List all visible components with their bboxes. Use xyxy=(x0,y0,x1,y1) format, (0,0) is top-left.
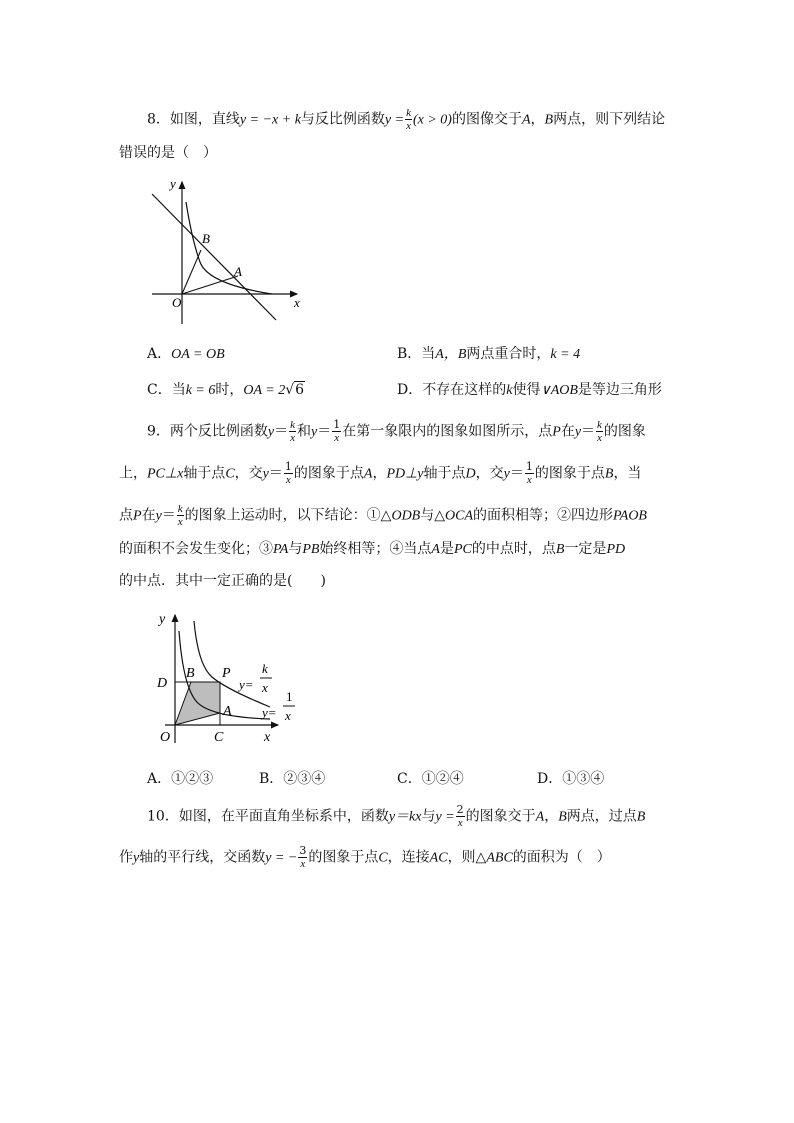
text: 的图象于点 xyxy=(534,465,605,482)
fraction-1-x xyxy=(284,461,293,486)
var: y＝kx xyxy=(388,809,422,825)
text: ＝ xyxy=(268,465,283,482)
point-a-label: A xyxy=(234,264,242,279)
text: ， xyxy=(372,465,387,482)
q8-option-d xyxy=(397,379,662,399)
q9-option-d xyxy=(537,768,604,788)
var: B xyxy=(558,809,567,825)
denominator: x xyxy=(597,432,602,444)
text: ＝ xyxy=(317,423,332,440)
text: 两点，则下列结论 xyxy=(553,111,666,128)
var: y xyxy=(155,508,162,524)
numerator: k xyxy=(290,419,296,431)
text: ＝ xyxy=(509,465,524,482)
option-text: C．①②④ xyxy=(397,771,464,787)
sqrt-sign: √ xyxy=(285,382,295,398)
condition: (x > 0) xyxy=(412,112,452,128)
line-equation: y = −x + k xyxy=(239,112,301,128)
denominator: x xyxy=(406,120,411,132)
text: ＝ xyxy=(581,423,596,440)
text: 轴于点 xyxy=(423,465,466,482)
text: 在 xyxy=(141,507,156,524)
option-text: A，B xyxy=(435,347,467,362)
text: 与 xyxy=(421,808,436,825)
text: 在第一象限内的图象如图所示，点 xyxy=(342,423,553,440)
q8-option-c xyxy=(147,379,305,399)
q8-figure xyxy=(140,170,310,330)
q9-line5 xyxy=(119,571,326,591)
var: PAOB xyxy=(613,508,647,524)
option-text: OA = OB xyxy=(171,347,225,362)
label-k-denominator: x xyxy=(262,680,268,695)
fraction xyxy=(405,107,412,132)
option-text: 使得 xyxy=(512,382,541,398)
var: OCA xyxy=(445,508,474,524)
numerator: k xyxy=(406,107,411,119)
point-d-label: D xyxy=(157,676,168,691)
var: PC xyxy=(453,542,472,557)
option-label: D．不存在这样的 xyxy=(397,382,507,398)
numerator: 3 xyxy=(299,844,307,857)
text: 一定是 xyxy=(564,541,607,557)
equation: y = xyxy=(384,112,405,128)
option-text: 两点重合时， xyxy=(466,346,551,362)
text: 的图象于点 xyxy=(308,849,379,866)
text: ，连接 xyxy=(387,849,430,866)
denominator: x xyxy=(177,516,183,528)
text: 的图象于点 xyxy=(293,465,364,482)
label-y-eq-k-over-x: y= xyxy=(239,677,254,692)
option-text: B．②③④ xyxy=(259,771,326,787)
option-text: 时， xyxy=(215,382,244,398)
var: A xyxy=(363,466,373,482)
numerator: 1 xyxy=(333,418,341,431)
text: ，交 xyxy=(475,465,504,482)
var: A xyxy=(535,809,545,825)
var: ODB xyxy=(391,508,421,524)
text: 的图象 xyxy=(603,423,646,440)
var: y xyxy=(267,424,275,440)
fraction-k-x xyxy=(596,419,603,444)
var: P xyxy=(552,424,561,440)
q10-number: 10． xyxy=(147,808,179,825)
line-y-neg-x-plus-k xyxy=(152,194,276,320)
q9-line3 xyxy=(119,503,647,528)
fraction-3-x xyxy=(298,845,307,870)
var: ABC xyxy=(486,850,513,866)
text: ，则△ xyxy=(447,849,487,866)
var: PC xyxy=(147,466,165,482)
var: y = − xyxy=(265,850,298,866)
segment-oa xyxy=(182,276,238,294)
denominator: x xyxy=(334,432,340,444)
q9-line4 xyxy=(119,539,625,560)
sqrt-radicand: 6 xyxy=(295,382,305,398)
var: y xyxy=(311,424,318,440)
text: ， xyxy=(544,808,559,825)
fraction-1-x xyxy=(525,461,534,486)
q8-option-a xyxy=(147,343,225,363)
var: PA xyxy=(273,542,289,557)
hyperbola-curve xyxy=(186,202,272,294)
point-label: B xyxy=(544,112,554,128)
x-axis-label: x xyxy=(294,295,300,310)
point-p-label: P xyxy=(222,666,231,681)
text: 与反比例函数 xyxy=(300,111,385,128)
var: y xyxy=(133,850,140,866)
point-label: A xyxy=(521,112,531,128)
numerator: 2 xyxy=(456,803,464,816)
q9-figure xyxy=(150,605,310,750)
text: 如图，在平面直角坐标系中，函数 xyxy=(178,808,389,825)
option-text: A．①②③ xyxy=(147,771,214,787)
label-1-denominator: x xyxy=(285,708,291,723)
point-b-label: B xyxy=(202,231,210,246)
var: PD xyxy=(386,466,406,482)
q8-stem-line2 xyxy=(119,143,217,163)
label-k-numerator: k xyxy=(262,661,268,676)
text: ＝ xyxy=(161,507,176,524)
var: y xyxy=(574,424,582,440)
denominator: x xyxy=(526,474,532,486)
origin-label: O xyxy=(172,295,182,310)
numerator: 1 xyxy=(525,460,533,473)
option-text: ∨AOB xyxy=(540,383,578,398)
var: C xyxy=(225,466,235,482)
q8-stem-line1 xyxy=(147,107,665,132)
var: AC xyxy=(429,850,448,866)
text: 始终相等；④当点 xyxy=(319,541,432,557)
option-text: D．①③④ xyxy=(537,771,605,787)
x-axis-label: x xyxy=(264,730,271,745)
text: ＝ xyxy=(274,423,289,440)
option-label: A． xyxy=(147,346,172,362)
text: ， xyxy=(530,111,545,128)
q9-option-c xyxy=(397,768,464,788)
origin-label: O xyxy=(160,730,171,745)
y-axis-label: y xyxy=(170,176,176,191)
text: 如图，直线 xyxy=(169,111,240,128)
text: 与 xyxy=(288,541,303,557)
option-text: k xyxy=(506,383,513,398)
var: D xyxy=(465,466,476,482)
var: PB xyxy=(302,542,320,557)
var: ⊥y xyxy=(405,466,424,482)
fraction-2-x xyxy=(456,804,465,829)
q9-number: 9． xyxy=(147,423,170,440)
fraction-k-x xyxy=(177,503,184,528)
text: 在 xyxy=(560,423,575,440)
text: 的图象交于 xyxy=(465,808,536,825)
text: 轴的平行线，交函数 xyxy=(139,849,266,866)
q9-option-a xyxy=(147,768,213,788)
denominator: x xyxy=(300,858,306,870)
var: y = xyxy=(435,809,455,825)
segment-ob xyxy=(182,250,201,294)
var: B xyxy=(555,542,565,557)
q9-line2 xyxy=(119,461,641,486)
point-b-label: B xyxy=(186,666,195,681)
text: 点 xyxy=(119,507,133,524)
text: 两个反比例函数 xyxy=(169,423,268,440)
text: ，交 xyxy=(234,465,263,482)
label-y-eq-1-over-x: y= xyxy=(262,705,277,720)
var: B xyxy=(604,466,614,482)
text: ，当 xyxy=(613,465,642,482)
text: 的中点．其中一定正确的是( ) xyxy=(119,573,326,589)
option-text: OA = 2 xyxy=(243,383,286,398)
fraction-k-x xyxy=(289,419,296,444)
y-axis-label: y xyxy=(159,612,166,627)
option-label: C．当 xyxy=(147,382,186,398)
q8-option-b xyxy=(397,343,580,363)
text: 的图像交于 xyxy=(451,111,522,128)
text: 的中点时，点 xyxy=(471,541,556,557)
var: B xyxy=(636,809,646,825)
numerator: k xyxy=(177,503,183,515)
q9-line1 xyxy=(147,419,646,444)
var: y xyxy=(262,466,269,482)
text: 的面积不会发生变化；③ xyxy=(119,541,273,557)
text: 和 xyxy=(297,423,312,440)
text: 两点，过点 xyxy=(566,808,637,825)
var: C xyxy=(378,850,388,866)
denominator: x xyxy=(290,432,296,444)
text: 的面积相等；②四边形 xyxy=(473,507,614,524)
text: 与△ xyxy=(420,507,446,524)
text: 的图象上运动时，以下结论：①△ xyxy=(184,507,392,524)
q9-option-b xyxy=(259,768,325,788)
numerator: 1 xyxy=(284,460,292,473)
q8-number: 8． xyxy=(147,111,170,128)
var: PD xyxy=(606,542,626,557)
text: 作 xyxy=(119,849,133,866)
text: 错误的是（ ） xyxy=(119,145,217,161)
option-text: k = 4 xyxy=(550,347,581,362)
text: 轴于点 xyxy=(183,465,226,482)
text: 是 xyxy=(439,541,454,557)
label-1-numerator: 1 xyxy=(286,689,293,704)
denominator: x xyxy=(285,474,291,486)
text: 上， xyxy=(119,465,147,482)
point-c-label: C xyxy=(214,730,224,745)
var: y xyxy=(503,466,510,482)
numerator: k xyxy=(597,419,602,431)
var: A xyxy=(431,542,440,557)
q10-line1 xyxy=(147,804,645,829)
option-label: B．当 xyxy=(397,346,436,362)
shaded-quadrilateral-paob xyxy=(175,682,220,725)
fraction-1-x xyxy=(332,419,341,444)
var: ⊥x xyxy=(164,466,184,482)
text: 的面积为（ ） xyxy=(512,849,611,866)
point-a-label: A xyxy=(223,704,232,719)
option-text: k = 6 xyxy=(185,383,216,398)
var: P xyxy=(133,508,142,524)
q10-line2 xyxy=(119,845,611,870)
option-text: 是等边三角形 xyxy=(577,382,662,398)
denominator: x xyxy=(457,817,463,829)
